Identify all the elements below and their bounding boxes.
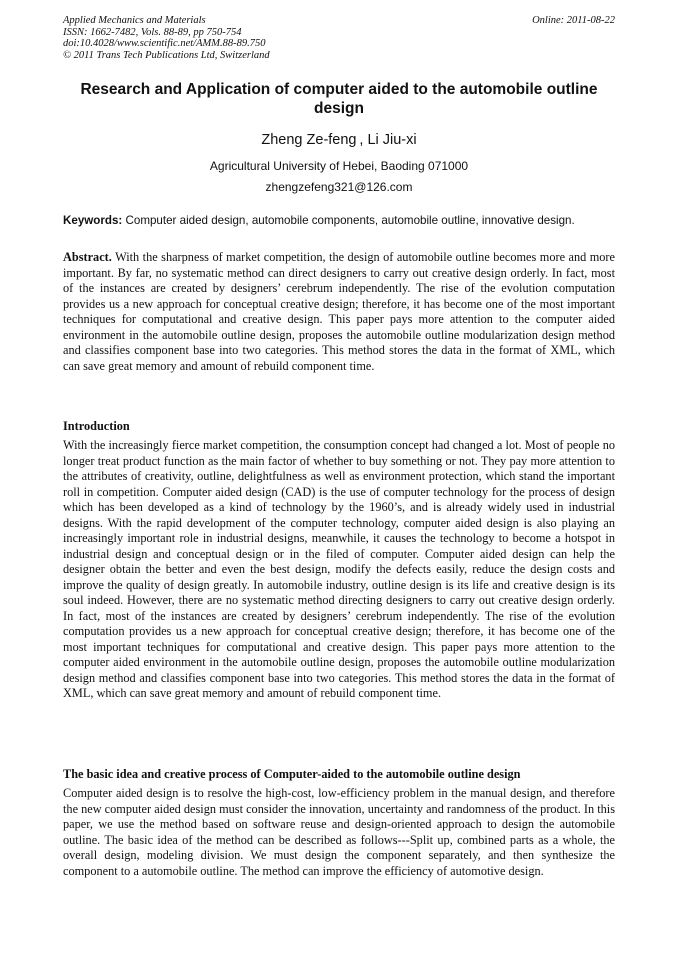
- section-heading-basic-idea: The basic idea and creative process of Computer-aided to the automobile outline design: [63, 767, 521, 781]
- doi-line: doi:10.4028/www.scientific.net/AMM.88-89.750: [63, 38, 266, 49]
- introduction-heading: Introduction: [63, 419, 130, 433]
- copyright-line: © 2011 Trans Tech Publications Ltd, Switzerland: [63, 49, 270, 61]
- section-body-basic-idea: Computer aided design is to resolve the high-cost, low-efficiency problem in the manual design, and therefore the new computer aided design must consider the innovation, uncertainty and randomness of the product. In this paper, we use the method based on software reuse and design-oriented approach to design the automobile outline. The basic idea of the method can be described as follows---Split up, combined parts as a whole, the overall design, modeling division. We must design the component separately, and then synthesize the component to a automobile outline. The method can improve the efficiency of automotive design.: [63, 786, 615, 878]
- abstract-label: Abstract.: [63, 250, 112, 264]
- online-date: Online: 2011-08-22: [532, 15, 615, 26]
- journal-header: [63, 15, 270, 61]
- authors: Zheng Ze-feng , Li Jiu-xi: [261, 132, 417, 148]
- journal-name: Applied Mechanics and Materials: [63, 15, 206, 26]
- abstract: [63, 250, 615, 374]
- issn-line: ISSN: 1662-7482, Vols. 88-89, pp 750-754: [63, 26, 242, 38]
- paper-title: Research and Application of computer aided to the automobile outline design: [80, 81, 598, 117]
- author-email: zhengzefeng321@126.com: [265, 180, 413, 194]
- keywords-label: Keywords:: [63, 214, 123, 227]
- introduction-body: With the increasingly fierce market competition, the consumption concept had changed a lot. Most of people no longer treat product function as the main factor of whether to buy something or not. They pay more attention to the attributes of creativity, outline, delightfulness as well as environment protection, which stand the important roll in competition. Computer aided design (CAD) is the use of computer technology for the process of design which has been developed as a kind of technology by the 1960’s, and is already widely used in industrial designs. With the rapid development of the computer technology, computer aided design is also playing an increasingly important role in industrial designs, meanwhile, it causes the technology to become a hotspot in industrial design and conceptual design or in the filed of computer. Computer aided design can help the designer obtain the better and even the best design, modify the defects easily, reduce the design costs and improve the quality of design greatly. In automobile industry, outline design is its life and creative design is its soul indeed. However, there are no systematic method directing designers to carry out creative design orderly. In fact, most of the instances are created by designers’ cerebrum independently. The rise of the evolution computation provides us a new approach for conceptual creative design; therefore, it has become one of the most important techniques for computational and creative design. This paper pays more attention to the computer aided environment in the automobile outline design, proposes the automobile outline modularization design method and classifies component base into two categories. This method stores the data in the format of XML, which can save great memory and amount of rebuild component time.: [63, 438, 615, 700]
- keywords: [63, 214, 623, 227]
- keywords-text: Computer aided design, automobile components, automobile outline, innovative design.: [122, 214, 575, 227]
- affiliation: Agricultural University of Hebei, Baoding 071000: [209, 159, 469, 173]
- abstract-text: With the sharpness of market competition, the design of automobile outline becomes more and more important. By far, no systematic method can direct designers to carry out creative design orderly. In fact, most of the instances are created by designers’ cerebrum independently. The rise of the evolution computation provides us a new approach for conceptual creative design; therefore, it has become one of the most important techniques for computational and creative design. This paper pays more attention to the computer aided environment in the automobile outline design, proposes the automobile outline modularization design method and classifies component base into two categories. This method stores the data in the format of XML, which can save great memory and amount of rebuild component time.: [63, 250, 615, 373]
